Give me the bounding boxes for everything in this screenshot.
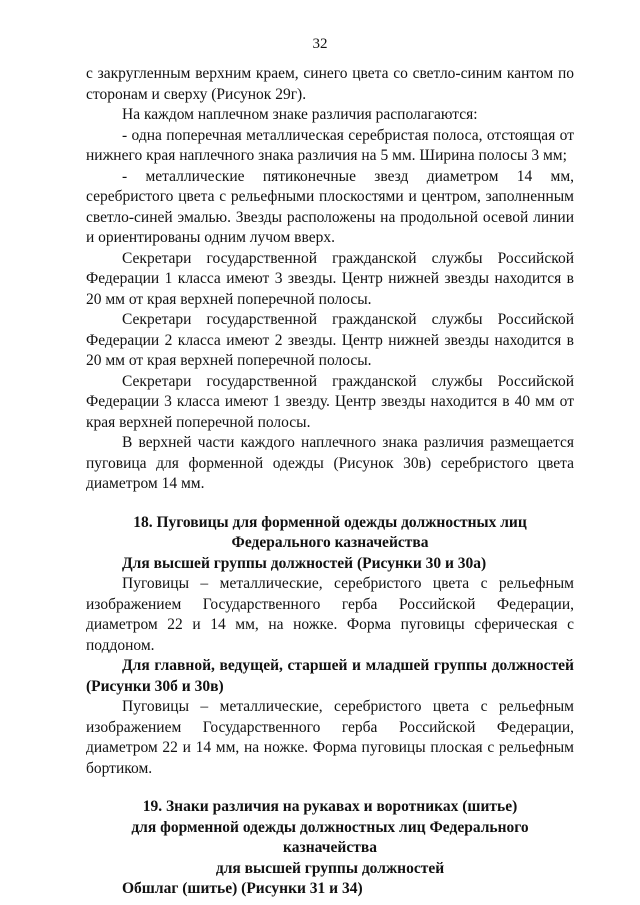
paragraph: В верхней части каждого наплечного знака различия размещается пуговица для форменной одежды (Рисунок 30в) серебристого цвета диаметром 14 мм. [86, 434, 574, 492]
paragraph: На каждом наплечном знаке различия располагаются: [122, 106, 478, 123]
subsection-heading: Обшлаг (шитье) (Рисунки 31 и 34) [122, 880, 363, 897]
paragraph: Пуговицы – металлические, серебристого цвета с рельефным изображением Государственного герба Российской Федерации, диаметром 22 и 14 мм, на ножке. Форма пуговицы сферическая с поддоном. [86, 575, 574, 654]
paragraph: - одна поперечная металлическая серебристая полоса, отстоящая от нижнего края наплечного знака различия на 5 мм. Ширина полосы 3 мм; [86, 126, 574, 164]
page-number: 32 [312, 36, 328, 52]
paragraph: Секретари государственной гражданской службы Российской Федерации 3 класса имеют 1 звезду. Центр звезды находится в 40 мм от края верхней поперечной полосы. [86, 372, 574, 431]
section-heading: 18. Пуговицы для форменной одежды должностных лиц [133, 513, 527, 531]
paragraph: - металлические пятиконечные звезд диаметром 14 мм, серебристого цвета с рельефными плоскостями и центром, заполненным светло-синей эмалью. Звезды расположены на продольной осевой линии и ориентированы одним лучом вверх. [86, 167, 574, 246]
subsection-heading: Для высшей группы должностей (Рисунки 30 и 30а) [122, 554, 487, 572]
paragraph: с закругленным верхним краем, синего цвета со светло-синим кантом по сторонам и сверху (Рисунок 29г). [86, 65, 574, 103]
section-heading: Федерального казначейства [231, 534, 429, 551]
section-spacer [86, 495, 574, 513]
paragraph: Секретари государственной гражданской службы Российской Федерации 1 класса имеют 3 звезды. Центр нижней звезды находится в 20 мм от края верхней поперечной полосы. [86, 249, 574, 308]
document-body [86, 64, 574, 900]
section-heading: 19. Знаки различия на рукавах и воротниках (шитье) [142, 798, 518, 815]
subsection-heading: Для главной, ведущей, старшей и младшей группы должностей (Рисунки 30б и 30в) [86, 657, 574, 695]
section-spacer [86, 779, 574, 797]
paragraph: Секретари государственной гражданской службы Российской Федерации 2 класса имеют 2 звезды. Центр нижней звезды находится в 20 мм от края верхней поперечной полосы. [86, 311, 574, 369]
section-heading: для высшей группы должностей [215, 859, 445, 877]
section-heading: для форменной одежды должностных лиц Федерального казначейства [131, 818, 529, 856]
paragraph: Пуговицы – металлические, серебристого цвета с рельефным изображением Государственного герба Российской Федерации, диаметром 22 и 14 мм, на ножке. Форма пуговицы плоская с рельефным бортиком. [86, 698, 574, 777]
